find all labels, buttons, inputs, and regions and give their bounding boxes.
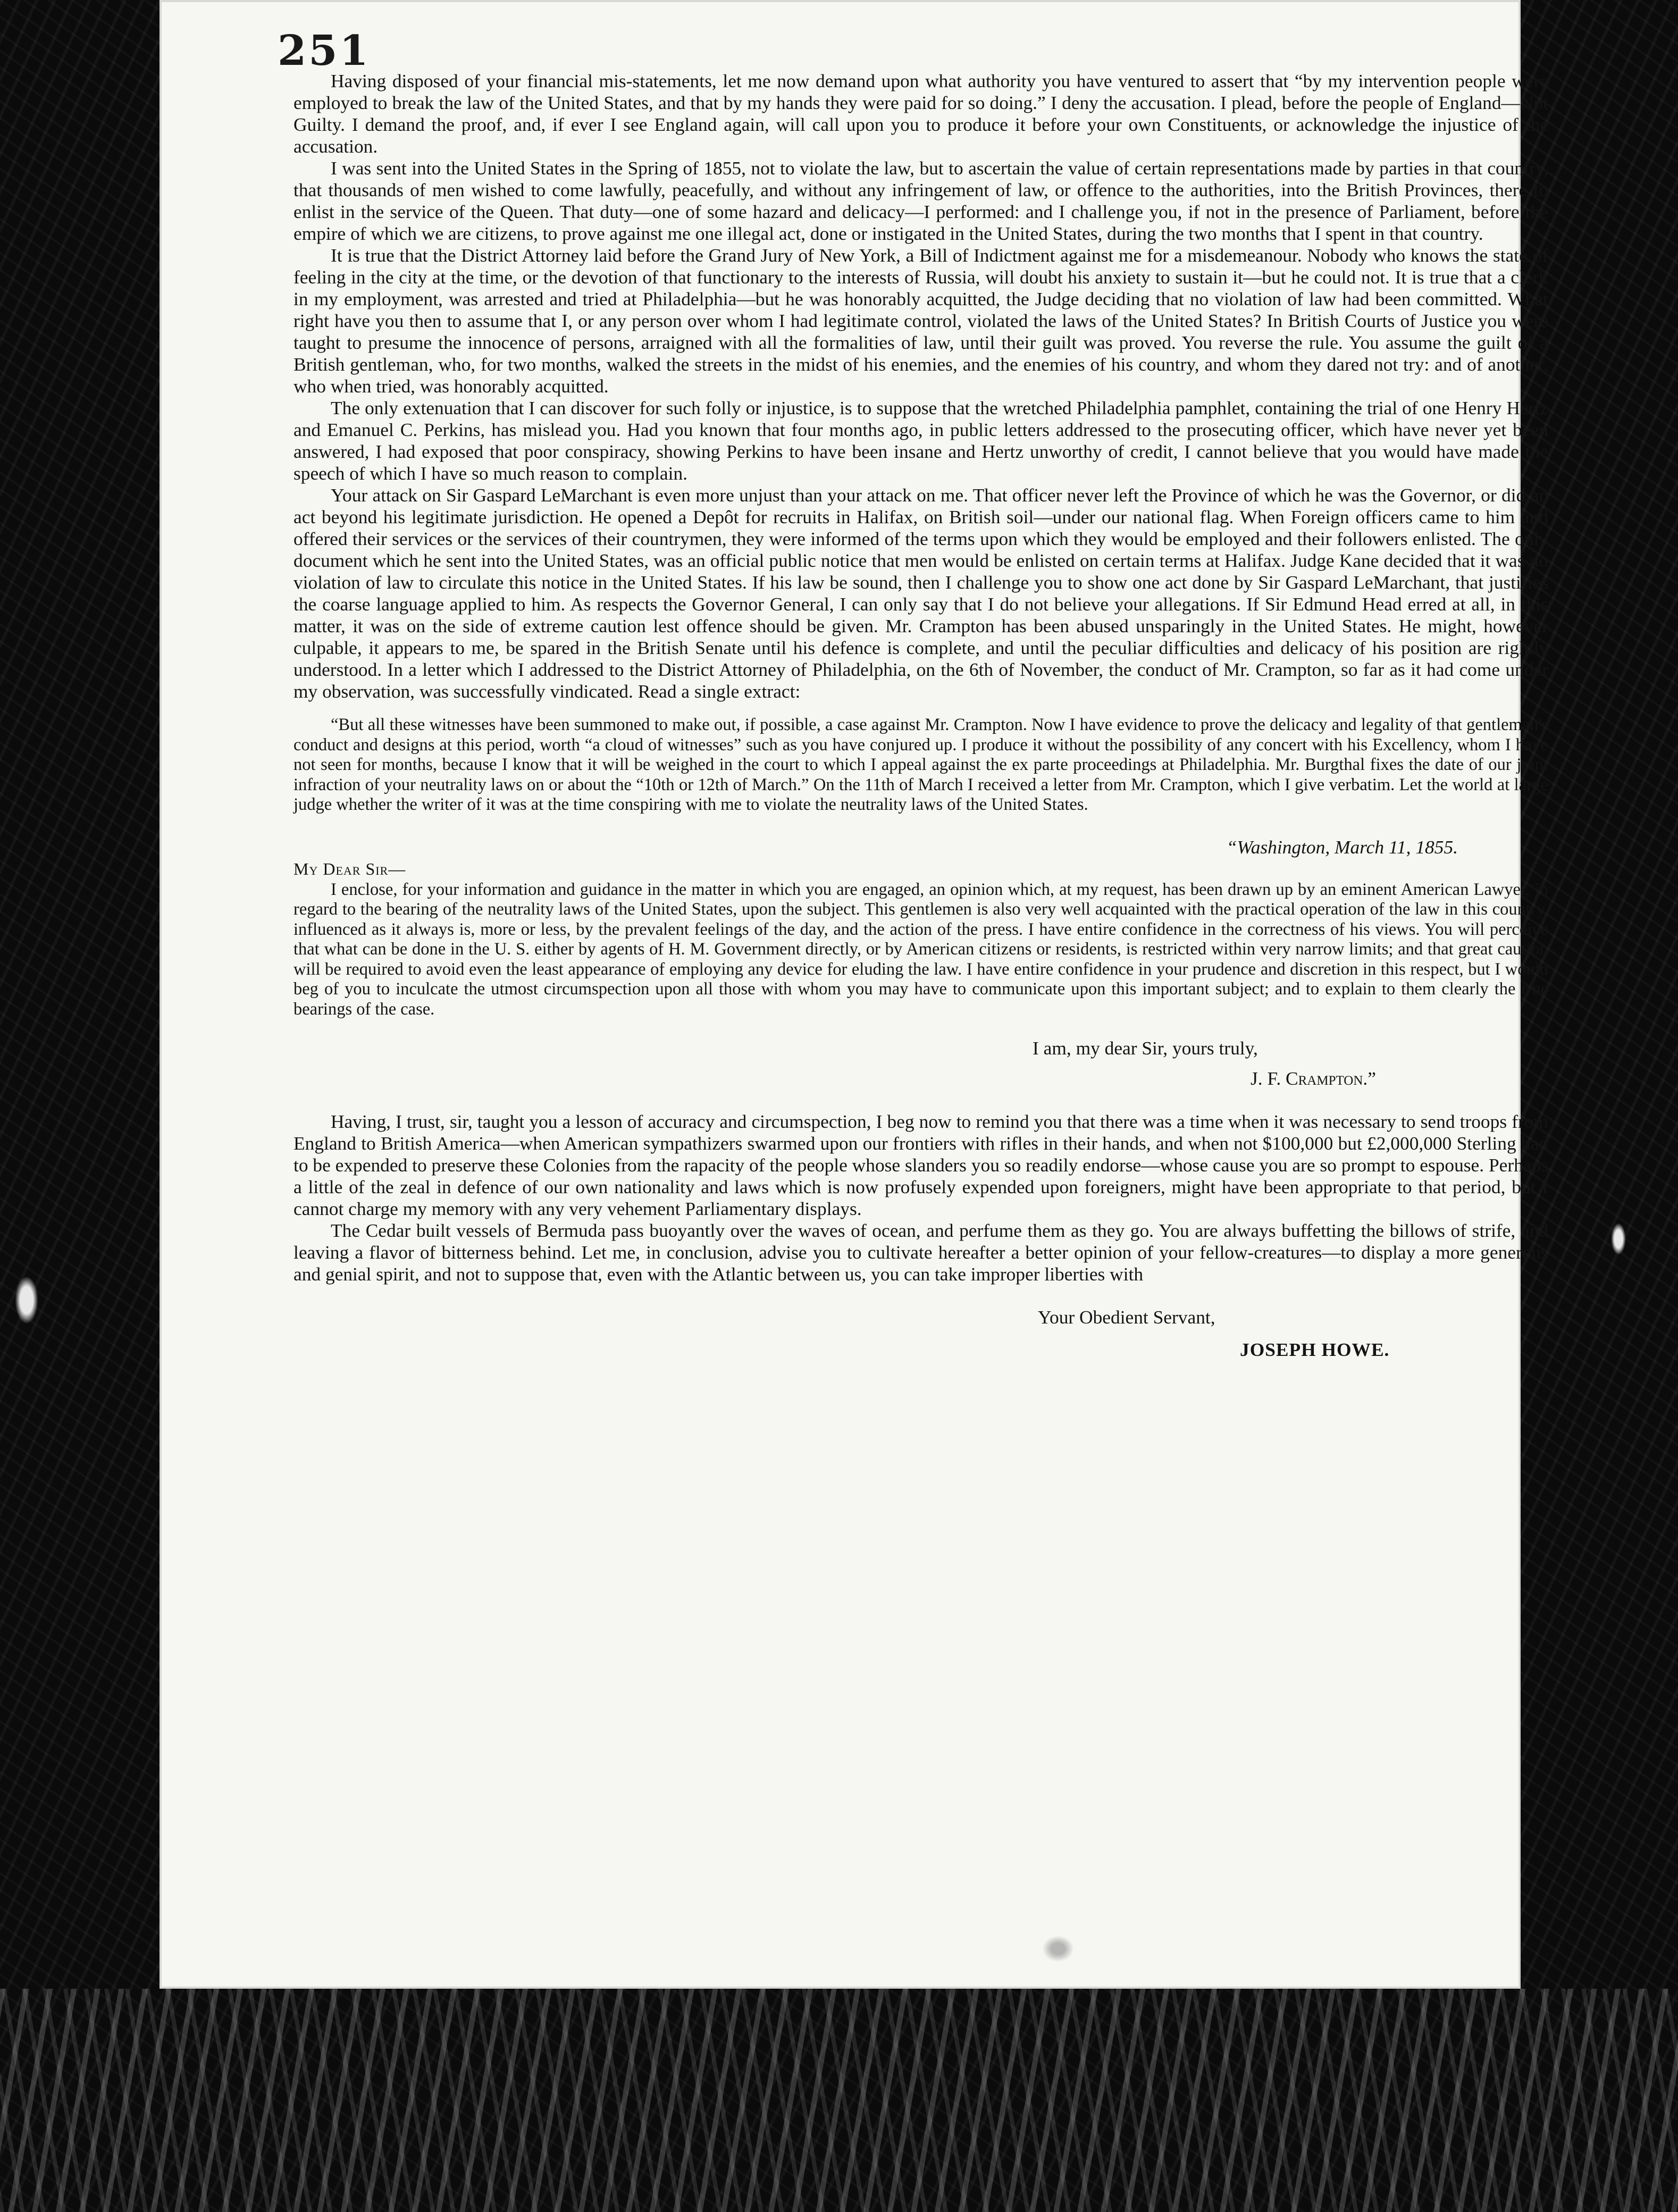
paragraph: Having disposed of your financial mis-statements, let me now demand upon what authority you have ventured to assert that “by my intervention people were employed to break the law of the United States, and that by my hands they were paid for so doing.” I deny the accusation. I plead, before the people of England—Not Guilty. I demand the proof, and, if ever I see England again, will call upon you to produce it before your own Constituents, or acknowledge the injustice of the accusation. (293, 70, 1548, 157)
signature: JOSEPH HOWE. (1240, 1339, 1390, 1360)
letter-closing: I am, my dear Sir, yours truly, (1033, 1037, 1258, 1059)
paragraph: Your attack on Sir Gaspard LeMarchant is even more unjust than your attack on me. That officer never left the Province of which he was the Governor, or did an act beyond his legitimate jurisdiction. He opened a Depôt for recruits in Halifax, on British soil—under our national flag. When Foreign officers came to him and offered their services or the services of their countrymen, they were informed of the terms upon which they would be employed and their followers enlisted. The only document which he sent into the United States, was an official public notice that men would be enlisted on certain terms at Halifax. Judge Kane decided that it was no violation of law to circulate this notice in the United States. If his law be sound, then I challenge you to show one act done by Sir Gaspard LeMarchant, that justifies the coarse language applied to him. As respects the Governor General, I can only say that I do not believe your allegations. If Sir Edmund Head erred at all, in this matter, it was on the side of extreme caution lest offence should be given. Mr. Crampton has been abused unsparingly in the United States. He might, however culpable, it appears to me, be spared in the British Senate until his defence is complete, and until the peculiar difficulties and delicacy of his position are rightly understood. In a letter which I addressed to the District Attorney of Philadelphia, on the 6th of November, the conduct of Mr. Crampton, so far as it had come under my observation, was successfully vindicated. Read a single extract: (293, 484, 1548, 702)
document-body (293, 70, 1548, 1361)
letter-signature: J. F. Crampton.” (1251, 1068, 1376, 1089)
closing: Your Obedient Servant, (1038, 1306, 1215, 1328)
document-page (160, 0, 1548, 1989)
letter-salutation: My Dear Sir— (293, 859, 406, 878)
scan-speck (1611, 1223, 1626, 1255)
paragraph: I was sent into the United States in the Spring of 1855, not to violate the law, but to ascertain the value of certain representations made by parties in that country, that thousands of men wished to come lawfully, peacefully, and without any infringement of law, or offence to the authorities, into the British Provinces, there to enlist in the service of the Queen. That duty—one of some hazard and delicacy—I performed: and I challenge you, if not in the presence of Parliament, before the empire of which we are citizens, to prove against me one illegal act, done or instigated in the United States, during the two months that I spent in that country. (293, 157, 1548, 244)
scan-background-streaks (0, 1989, 1678, 2212)
page-number: 251 (278, 27, 371, 75)
scan-speck (15, 1276, 38, 1324)
paragraph: Having, I trust, sir, taught you a lesson of accuracy and circumspection, I beg now to remind you that there was a time when it was necessary to send troops from England to British America—when American sympathizers swarmed upon our frontiers with rifles in their hands, and when not $100,000 but £2,000,000 Sterling had to be expended to preserve these Colonies from the rapacity of the people whose slanders you so readily endorse—whose cause you are so prompt to espouse. Perhaps a little of the zeal in defence of our own nationality and laws which is now profusely expended upon foreigners, might have been appropriate to that period, but I cannot charge my memory with any very vehement Parliamentary displays. (293, 1111, 1548, 1219)
paper-stain (1042, 1936, 1074, 1962)
paragraph: The Cedar built vessels of Bermuda pass buoyantly over the waves of ocean, and perfume them as they go. You are always buffetting the billows of strife, and leaving a flavor of bitterness behind. Let me, in conclusion, advise you to cultivate hereafter a better opinion of your fellow-creatures—to display a more generous and genial spirit, and not to suppose that, even with the Atlantic between us, you can take improper liberties with (293, 1220, 1548, 1285)
letter-body: I enclose, for your information and guidance in the matter in which you are engaged, an opinion which, at my request, has been drawn up by an eminent American Lawyer, in regard to the bearing of the neutrality laws of the United States, upon the subject. This gentlemen is also very well acquainted with the practical operation of the law in this country, influenced as it always is, more or less, by the prevalent feelings of the day, and the action of the press. I have entire confidence in the correctness of his views. You will perceive that what can be done in the U. S. either by agents of H. M. Government directly, or by American citizens or residents, is restricted within very narrow limits; and that great caution will be required to avoid even the least appearance of employing any device for eluding the law. I have entire confidence in your prudence and discretion in this respect, but I would beg of you to inculcate the utmost circumspection upon all those with whom you may have to communicate upon this important subject; and to explain to them clearly the true bearings of the case. (293, 879, 1548, 1019)
letter-dateline: “Washington, March 11, 1855. (1226, 836, 1458, 858)
quoted-extract: “But all these witnesses have been summoned to make out, if possible, a case against Mr. Crampton. Now I have evidence to prove the delicacy and legality of that gentleman's conduct and designs at this period, worth “a cloud of witnesses” such as you have conjured up. I produce it without the possibility of any concert with his Excellency, whom I have not seen for months, because I know that it will be weighed in the court to which I appeal against the ex parte proceedings at Philadelphia. Mr. Burgthal fixes the date of our joint infraction of your neutrality laws on or about the “10th or 12th of March.” On the 11th of March I received a letter from Mr. Crampton, which I give verbatim. Let the world at large judge whether the writer of it was at the time conspiring with me to violate the neutrality laws of the United States. (293, 715, 1548, 814)
paragraph: The only extenuation that I can discover for such folly or injustice, is to suppose that the wretched Philadelphia pamphlet, containing the trial of one Henry Hertz and Emanuel C. Perkins, has mislead you. Had you known that four months ago, in public letters addressed to the prosecuting officer, which have never yet been answered, I had exposed that poor conspiracy, showing Perkins to have been insane and Hertz unworthy of credit, I cannot believe that you would have made the speech of which I have so much reason to complain. (293, 397, 1548, 484)
paragraph: It is true that the District Attorney laid before the Grand Jury of New York, a Bill of Indictment against me for a misdemeanour. Nobody who knows the state of feeling in the city at the time, or the devotion of that functionary to the interests of Russia, will doubt his anxiety to sustain it—but he could not. It is true that a clerk in my employment, was arrested and tried at Philadelphia—but he was honorably acquitted, the Judge deciding that no violation of law had been committed. What right have you then to assume that I, or any person over whom I had legitimate control, violated the laws of the United States? In British Courts of Justice you were taught to presume the innocence of persons, arraigned with all the formalities of law, until their guilt was proved. You reverse the rule. You assume the guilt of a British gentleman, who, for two months, walked the streets in the midst of his enemies, and the enemies of his country, and whom they dared not try: and of another, who when tried, was honorably acquitted. (293, 245, 1548, 397)
